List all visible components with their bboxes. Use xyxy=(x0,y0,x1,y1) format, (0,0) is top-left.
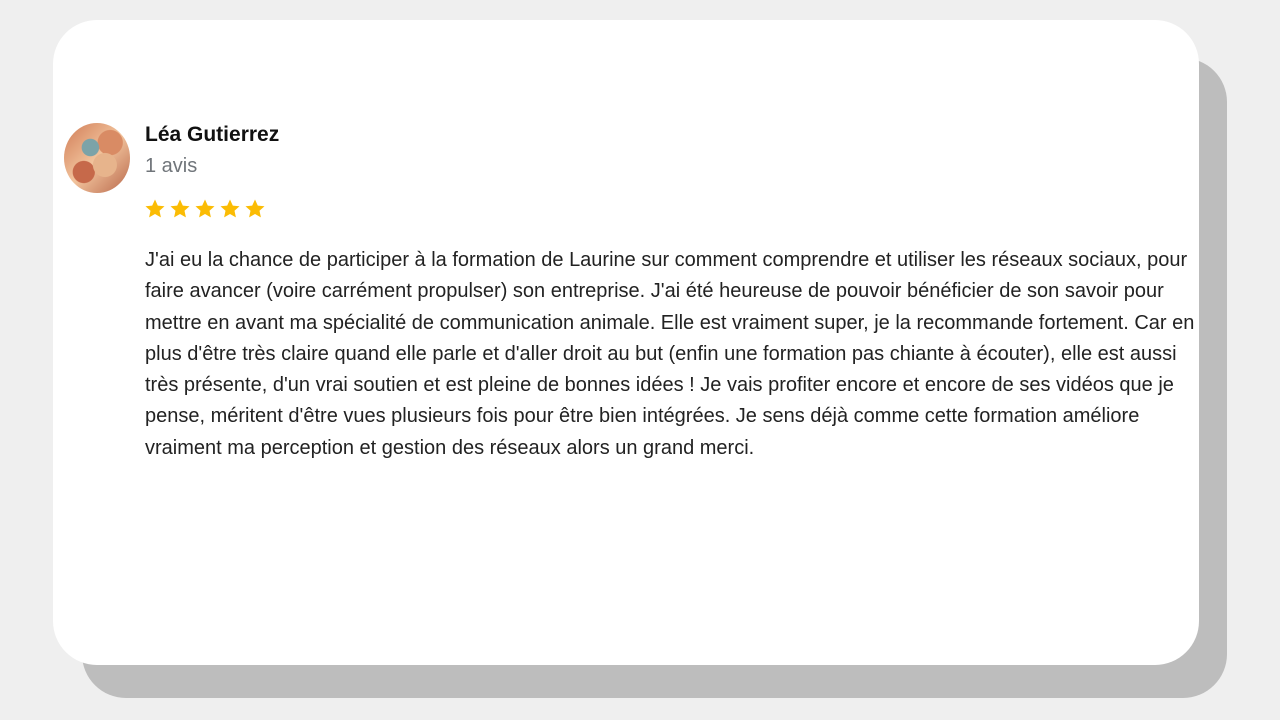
star-icon xyxy=(193,197,217,221)
star-rating xyxy=(143,197,267,221)
author-name[interactable]: Léa Gutierrez xyxy=(145,123,280,146)
star-icon xyxy=(243,197,267,221)
review-text: J'ai eu la chance de participer à la formation de Laurine sur comment comprendre et utiliser les réseaux sociaux, pour faire avancer (voire carrément propulser) son entreprise. J'ai été heureuse de pouvoir bénéficier de son savoir pour mettre en avant ma spécialité de communication animale. Elle est vraiment super, je la recommande fortement. Car en plus d'être très claire quand elle parle et d'aller droit au but (enfin une formation pas chiante à écouter), elle est aussi très présente, d'un vrai soutien et est pleine de bonnes idées ! Je vais profiter encore et encore de ses vidéos que je pense, méritent d'être vues plusieurs fois pour être bien intégrées. Je sens déjà comme cette formation améliore vraiment ma perception et gestion des réseaux alors un grand merci. xyxy=(145,249,1195,459)
avatar[interactable] xyxy=(64,123,130,193)
star-icon xyxy=(143,197,167,221)
star-icon xyxy=(168,197,192,221)
review-count: 1 avis xyxy=(145,155,198,177)
star-icon xyxy=(218,197,242,221)
